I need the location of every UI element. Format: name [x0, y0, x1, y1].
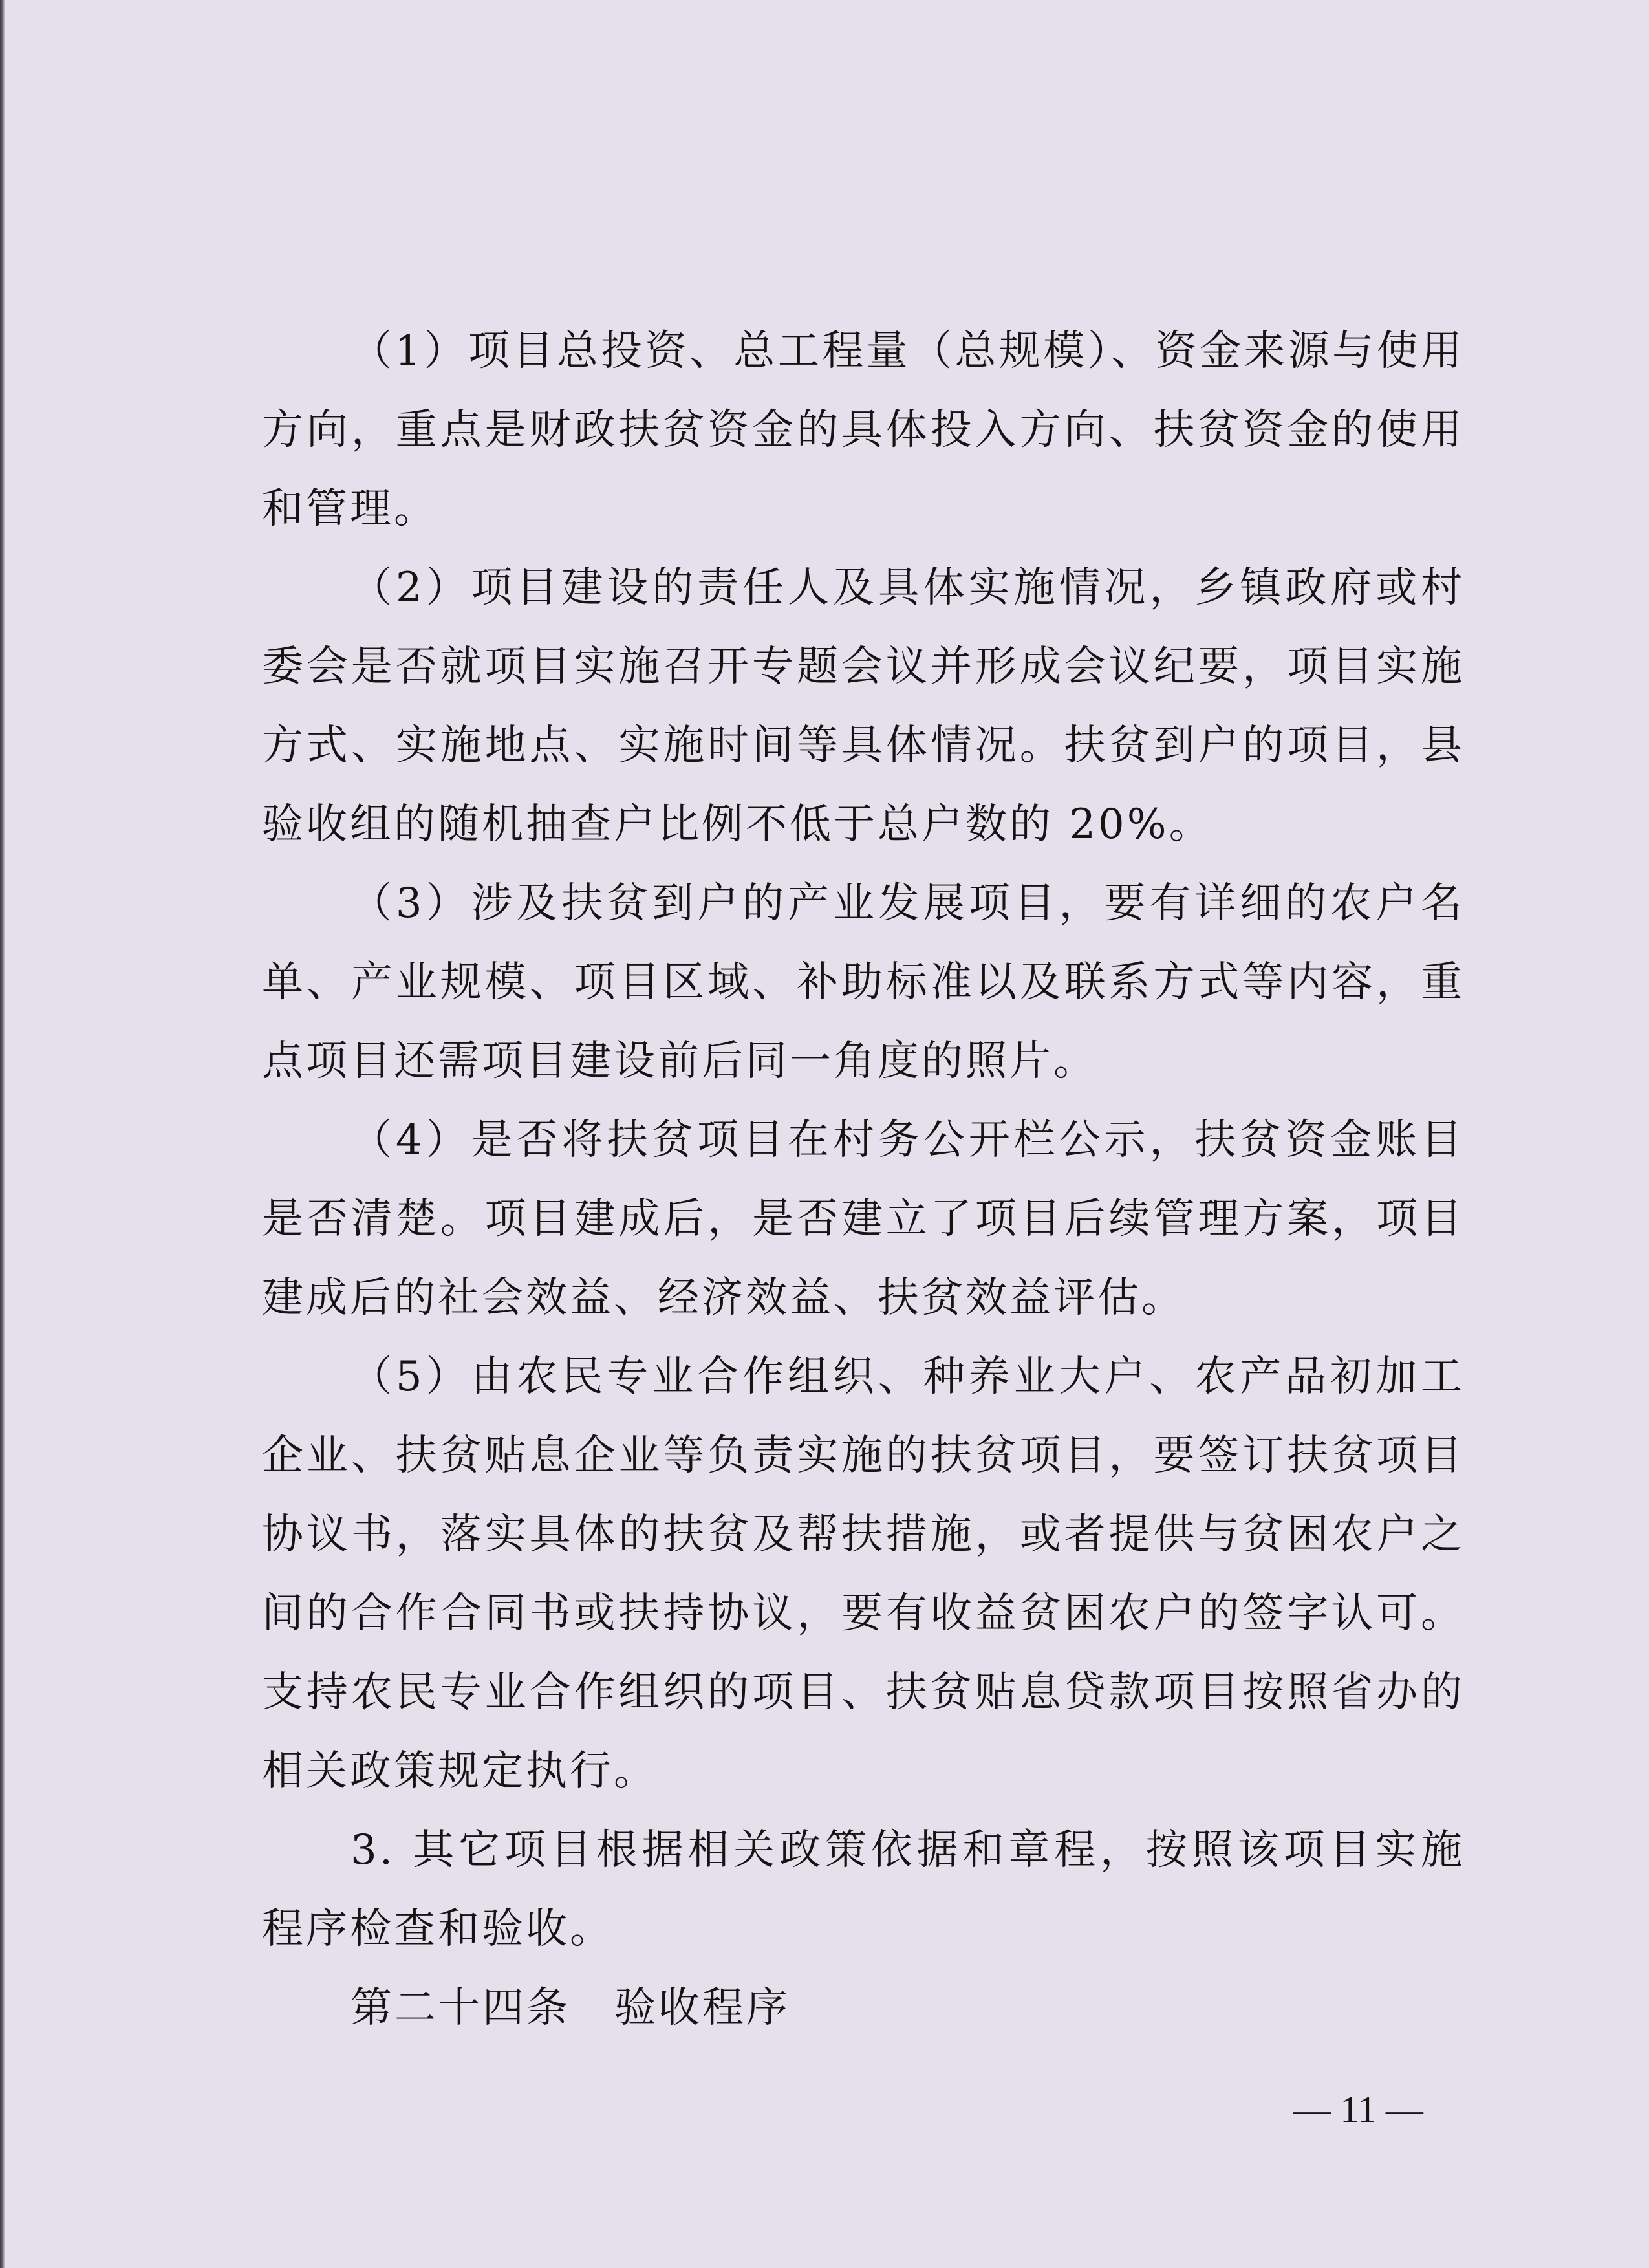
paragraph-item-2: （2）项目建设的责任人及具体实施情况，乡镇政府或村委会是否就项目实施召开专题会议并形成会议纪要，项目实施方式、实施地点、实施时间等具体情况。扶贫到户的项目，县验收组的随机抽查户比例不低于总户数的 20%。 — [262, 564, 1465, 848]
body-text — [262, 312, 1465, 2047]
page-number: — 11 — — [1293, 2088, 1423, 2130]
article-heading: 第二十四条 验收程序 — [350, 1984, 790, 2032]
paragraph-item-4: （4）是否将扶贫项目在村务公开栏公示，扶贫资金账目是否清楚。项目建成后，是否建立了项目后续管理方案，项目建成后的社会效益、经济效益、扶贫效益评估。 — [262, 1116, 1465, 1322]
paragraph-item-5: （5）由农民专业合作组织、种养业大户、农产品初加工企业、扶贫贴息企业等负责实施的扶贫项目，要签订扶贫项目协议书，落实具体的扶贫及帮扶措施，或者提供与贫困农户之间的合作合同书或扶持协议，要有收益贫困农户的签字认可。支持农民专业合作组织的项目、扶贫贴息贷款项目按照省办的相关政策规定执行。 — [262, 1353, 1465, 1795]
paragraph-item-3: （3）涉及扶贫到户的产业发展项目，要有详细的农户名单、产业规模、项目区域、补助标准以及联系方式等内容，重点项目还需项目建设前后同一角度的照片。 — [262, 880, 1465, 1085]
paragraph-item-1: （1）项目总投资、总工程量（总规模）、资金来源与使用方向，重点是财政扶贫资金的具体投入方向、扶贫资金的使用和管理。 — [262, 327, 1465, 533]
paragraph-other-projects: 3. 其它项目根据相关政策依据和章程，按照该项目实施程序检查和验收。 — [262, 1826, 1465, 1953]
scan-edge-shadow — [0, 0, 5, 2268]
